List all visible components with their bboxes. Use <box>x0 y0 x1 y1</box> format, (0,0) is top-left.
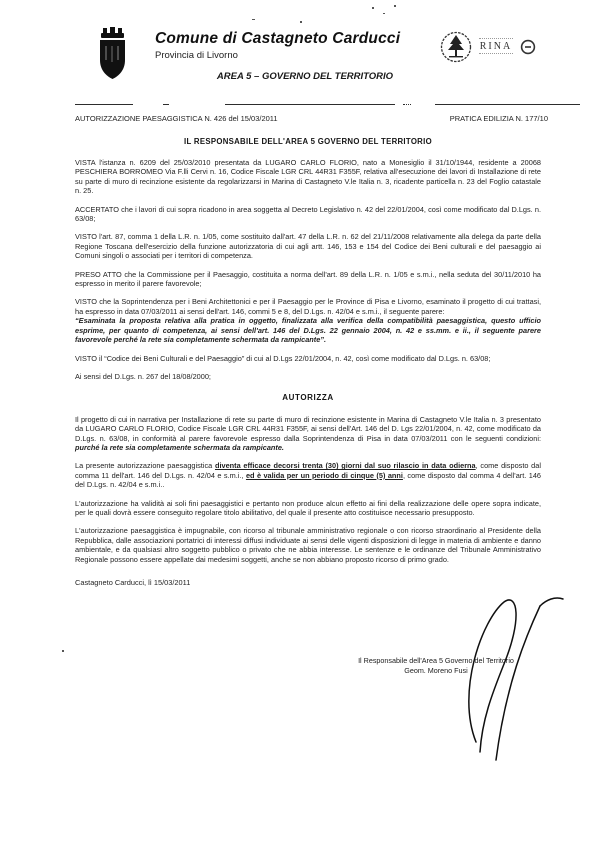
rina-logo <box>479 37 513 57</box>
place-and-date: Castagneto Carducci, lì 15/03/2011 <box>75 578 191 587</box>
department-name: AREA 5 – GOVERNO DEL TERRITORIO <box>216 71 394 82</box>
scan-noise <box>383 13 385 14</box>
validita-cinque-anni: ed è valida per un periodo di cinque (5) anni <box>245 470 403 480</box>
header-divider-rule <box>75 104 548 107</box>
handwritten-signature <box>442 592 567 764</box>
scan-noise <box>252 19 255 20</box>
scan-noise <box>300 21 302 23</box>
signer-name: Geom. Moreno Fusi <box>404 665 468 675</box>
paragraph-validita-paesaggistica: L'autorizzazione ha validità ai soli fini paesaggistici e pertanto non produce alcun effetto ai fini della realizzazione delle opere sopra indicate, per le quali dovrà essere conseguito regolare titolo abilitativo, del quale il presente atto costituisce necessario presupposto. <box>75 498 541 517</box>
paragraph-impugnabilita: L'autorizzazione paesaggistica è impugnabile, con ricorso al tribunale amministrativo regionale o con ricorso straordinario al Presidente della Repubblica, dalle associazioni portatrici di interessi diffusi individuate ai sensi delle vigenti disposizioni di legge in materia di ambiente e danno ambientale, e da qualsiasi altro soggetto pubblico o privato che ne abbia interesse. Le sentenze e le ordinanze del Tribunale Amministrativo Regionale possono essere appellate dai medesimi soggetti, anche se non abbiano proposto ricorso di primo grado. <box>75 526 541 564</box>
authorization-number: AUTORIZZAZIONE PAESAGGISTICA N. 426 del 15/03/2011 <box>75 114 278 123</box>
certification-logos <box>440 30 550 64</box>
signer-role: Il Responsabile dell'Area 5 Governo del Territorio <box>358 656 514 665</box>
tree-emblem-icon <box>440 30 472 64</box>
paragraph-visto-soprintendenza: VISTO che la Soprintendenza per i Beni Architettonici e per il Paesaggio per le Province di Pisa e Livorno, esaminato il progetto di cui trattasi, ha espresso in data 07/03/2011 ai sensi dell'art. 146, commi 5 e 8, del D.Lgs. n. 42/04 e s.m.i., il seguente parere: “Esaminata la proposta relativa alla pratica in oggetto, finalizzata alla verifica della compatibilità paesaggistica, questo ufficio esprime, per quanto di competenza, ai sensi dell'art. 146 del D.Lgs. 22 gennaio 2004, n. 42 e ss.mm. e ii., il seguente parere favorevole perché la rete sia completamente schermata da rampicante”. <box>75 297 541 345</box>
municipality-name: Comune di Castagneto Carducci <box>155 30 401 47</box>
rina-bottom-rule <box>479 53 513 56</box>
paragraph-visto-art87: VISTO l'art. 87, comma 1 della L.R. n. 1/05, come sostituito dall'art. 47 della L.R. n. 62 del 21/11/2008 relativamente alla delega da parte della Regione Toscana dell'esercizio della funzione autorizzatoria di cui agli artt. 146, 153 e 154 del Codice dei Beni culturali e del paesaggio ai Comuni singoli o associati per i territori di competenza. <box>75 232 541 261</box>
document-body <box>75 158 541 587</box>
paragraph-visto-codice: VISTO il “Codice dei Beni Culturali e del Paesaggio” di cui al D.Lgs 22/01/2004, n. 42, così come modificato dal D.Lgs. n. 63/08; <box>75 353 491 363</box>
soprintendenza-parere-quote: “Esaminata la proposta relativa alla pratica in oggetto, finalizzata alla verifica della compatibilità paesaggistica, questo ufficio esprime, per quanto di competenza, ai sensi dell'art. 146 del D.Lgs. 22 gennaio 2004, n. 42 e ss.mm. e ii., il seguente parere favorevole perché la rete sia completamente schermata da rampicante”. <box>75 316 541 345</box>
efficacia-trenta-giorni: diventa efficace decorsi trenta (30) giorni dal suo rilascio in data odierna <box>214 461 476 471</box>
paragraph-preso-atto: PRESO ATTO che la Commissione per il Paesaggio, costituita a norma dell'art. 89 della L.R. n. 1/05 e s.m.i., nella seduta del 30/11/2010 ha espresso in merito il parere favorevole; <box>75 269 541 289</box>
scan-noise <box>394 5 396 7</box>
authorize-heading: AUTORIZZA <box>282 393 334 403</box>
condizione-rampicante: purché la rete sia completamente schermata da rampicante. <box>75 442 284 452</box>
paragraph-ai-sensi: Ai sensi del D.Lgs. n. 267 del 18/08/2000; <box>75 371 211 381</box>
building-practice-number: PRATICA EDILIZIA N. 177/10 <box>449 114 548 123</box>
paragraph-vista-istanza: VISTA l'istanza n. 6209 del 25/03/2010 presentata da LUGARO CARLO FLORIO, nato a Monesiglio il 31/10/1944, residente a 20068 PESCHIERA BORROMEO Via F.lli Cervi n. 16, Codice Fiscale LGR CRL 44R31 F355F, relativa all'esecuzione dei lavori di Installazione di rete su parte di muro di recinzione esistente da regolarizzarsi in Marina di Castagneto V.le Italia n. 3, ricadente particella n. 23 del Foglio catastale n. 25. <box>75 158 541 196</box>
document-header <box>75 24 550 102</box>
rina-label: RINA <box>479 41 513 52</box>
paragraph-progetto-autorizzato: Il progetto di cui in narrativa per Installazione di rete su parte di muro di recinzione esistente in Marina di Castagneto V.le Italia n. 3 presentato da LUGARO CARLO FLORIO, Codice Fiscale LGR CRL 44R31 F355F, ai sensi dell'Art. 146 del D. Lgs 22/01/2004, n. 42, come modificato da D.Lgs. n. 63/08, in conformità al parere favorevole espresso dalla Soprintendenza di Pisa in data 07/03/2011 con le seguenti condizioni: purché la rete sia completamente schermata da rampicante. <box>75 414 541 452</box>
reference-line <box>75 114 548 123</box>
certification-seal-icon <box>520 39 536 55</box>
scan-noise <box>372 7 374 9</box>
province-name: Provincia di Livorno <box>155 50 238 61</box>
paragraph-efficacia: La presente autorizzazione paesaggistica diventa efficace decorsi trenta (30) giorni dal suo rilascio in data odierna, come disposto dal comma 11 dell'art. 146 del D.Lgs. n. 42/04 e s.m.i., ed è valida per un periodo di cinque (5) anni, come disposto dal comma 4 dell'art. 146 del D.Lgs. n. 42/04 e s.m.i.. <box>75 461 541 490</box>
document-title: IL RESPONSABILE DELL'AREA 5 GOVERNO DEL TERRITORIO <box>184 137 432 146</box>
scan-noise <box>62 650 64 652</box>
paragraph-accertato: ACCERTATO che i lavori di cui sopra ricadono in area soggetta al Decreto Legislativo n. 42 del 22/01/2004, così come modificato dal D.Lgs. n. 63/08; <box>75 204 541 224</box>
municipal-coat-of-arms-icon <box>93 26 133 82</box>
